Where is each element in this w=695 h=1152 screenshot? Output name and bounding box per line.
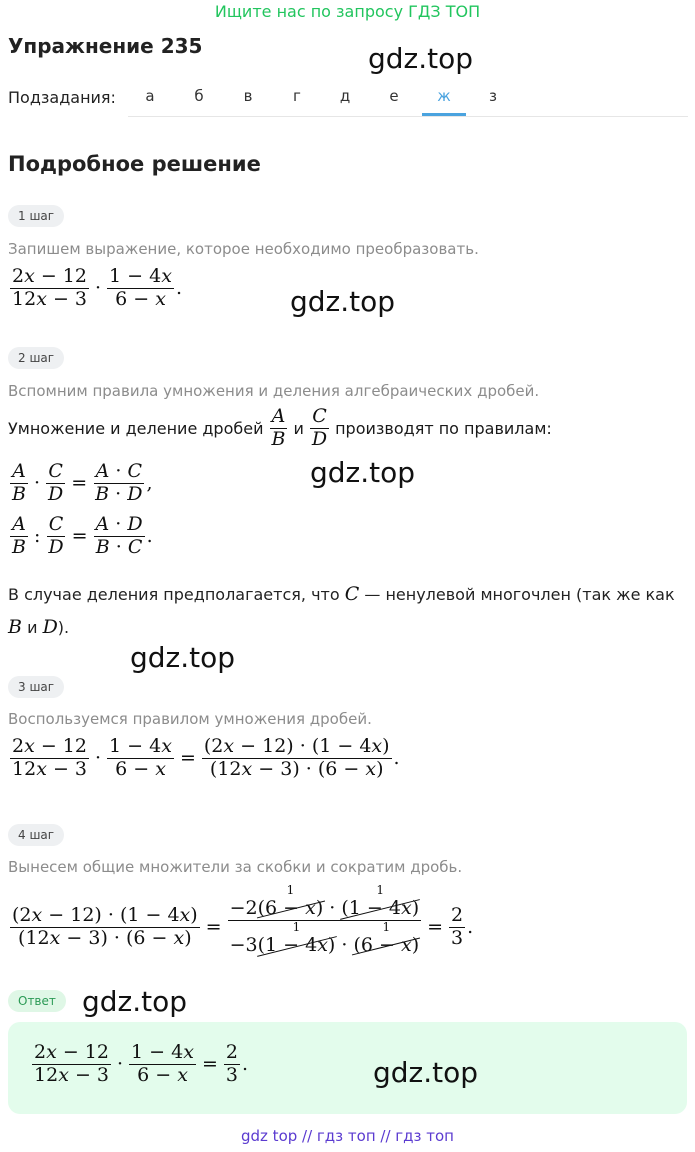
tab-g[interactable]: г xyxy=(293,87,301,105)
active-tab-indicator xyxy=(422,113,466,116)
step-4-badge: 4 шаг xyxy=(8,824,64,846)
division-note: В случае деления предполагается, что C — ненулевой многочлен (так же как B и D). xyxy=(8,583,675,638)
step-1-expression: $\frac{2x - 12}{12x - 3}$ · $\frac{1 - 4x}{6 - x}$ . xyxy=(12,265,182,310)
tab-zh[interactable]: ж xyxy=(437,87,451,105)
step-3-badge: 3 шаг xyxy=(8,676,64,698)
tab-b[interactable]: б xyxy=(194,87,204,105)
note-end: ). xyxy=(57,618,70,637)
step-2-hint: Вспомним правила умножения и деления алгебраических дробей. xyxy=(8,382,540,400)
tab-d[interactable]: д xyxy=(339,87,351,105)
step-1-badge: 1 шаг xyxy=(8,205,64,227)
watermark: gdz.top xyxy=(373,1056,479,1089)
step-4-expression: $\frac{(2x - 12) \cdot (1 - 4x)}{(12x - 3) \cdot (6 - x)}$ = −2(6 − x) 1 · (1 − 4x) 1 −3(1 − 4x) 1 · (6 − x) 1 = $\frac{2}{3}$ . xyxy=(12,883,474,956)
exercise-title: Упражнение 235 xyxy=(8,34,203,58)
promo-banner[interactable]: Ищите нас по запросу ГДЗ ТОП xyxy=(214,2,481,21)
multiplication-rule: $\frac{A}{B}$ · $\frac{C}{D}$ = $\frac{A \cdot C}{B \cdot D}$ , xyxy=(12,460,153,505)
step-3-expression: $\frac{2x - 12}{12x - 3}$ · $\frac{1 - 4x}{6 - x}$ = $\frac{(2x - 12) \cdot (1 - 4x)}{(12x - 3) \cdot (6 - x)}$ . xyxy=(12,735,400,780)
subtasks-tabs xyxy=(128,80,688,117)
watermark: gdz.top xyxy=(368,42,474,75)
subtasks-label: Подзадания: xyxy=(8,88,116,107)
solution-heading: Подробное решение xyxy=(8,152,261,176)
watermark: gdz.top xyxy=(310,456,416,489)
tab-v[interactable]: в xyxy=(243,87,253,105)
rule-tail: производят по правилам: xyxy=(335,418,552,438)
tab-a[interactable]: а xyxy=(145,87,155,105)
tab-e[interactable]: е xyxy=(389,87,399,105)
note-and: и xyxy=(27,618,38,637)
watermark: gdz.top xyxy=(290,285,396,318)
step-2-rule-line: Умножение и деление дробей $\frac{A}{B}$ и $\frac{C}{D}$ производят по правилам: xyxy=(8,405,552,450)
answer-expression: $\frac{2x - 12}{12x - 3}$ · $\frac{1 - 4x}{6 - x}$ = $\frac{2}{3}$ . xyxy=(34,1041,249,1086)
step-2-badge: 2 шаг xyxy=(8,347,64,369)
note-start: В случае деления предполагается, что xyxy=(8,585,340,604)
watermark: gdz.top xyxy=(130,641,236,674)
rule-intro: Умножение и деление дробей xyxy=(8,418,264,438)
rule-and: и xyxy=(293,418,304,438)
division-rule: $\frac{A}{B}$ : $\frac{C}{D}$ = $\frac{A \cdot D}{B \cdot C}$ . xyxy=(12,513,153,558)
answer-badge: Ответ xyxy=(8,990,66,1012)
watermark: gdz.top xyxy=(82,985,188,1018)
step-3-hint: Воспользуемся правилом умножения дробей. xyxy=(8,710,372,728)
answer-box xyxy=(8,1022,687,1114)
step-1-hint: Запишем выражение, которое необходимо преобразовать. xyxy=(8,240,479,258)
note-mid: — ненулевой многочлен (так же как xyxy=(364,585,675,604)
tab-z[interactable]: з xyxy=(489,87,497,105)
step-4-hint: Вынесем общие множители за скобки и сократим дробь. xyxy=(8,858,463,876)
footer-links[interactable]: gdz top // гдз топ // гдз топ xyxy=(241,1127,454,1145)
